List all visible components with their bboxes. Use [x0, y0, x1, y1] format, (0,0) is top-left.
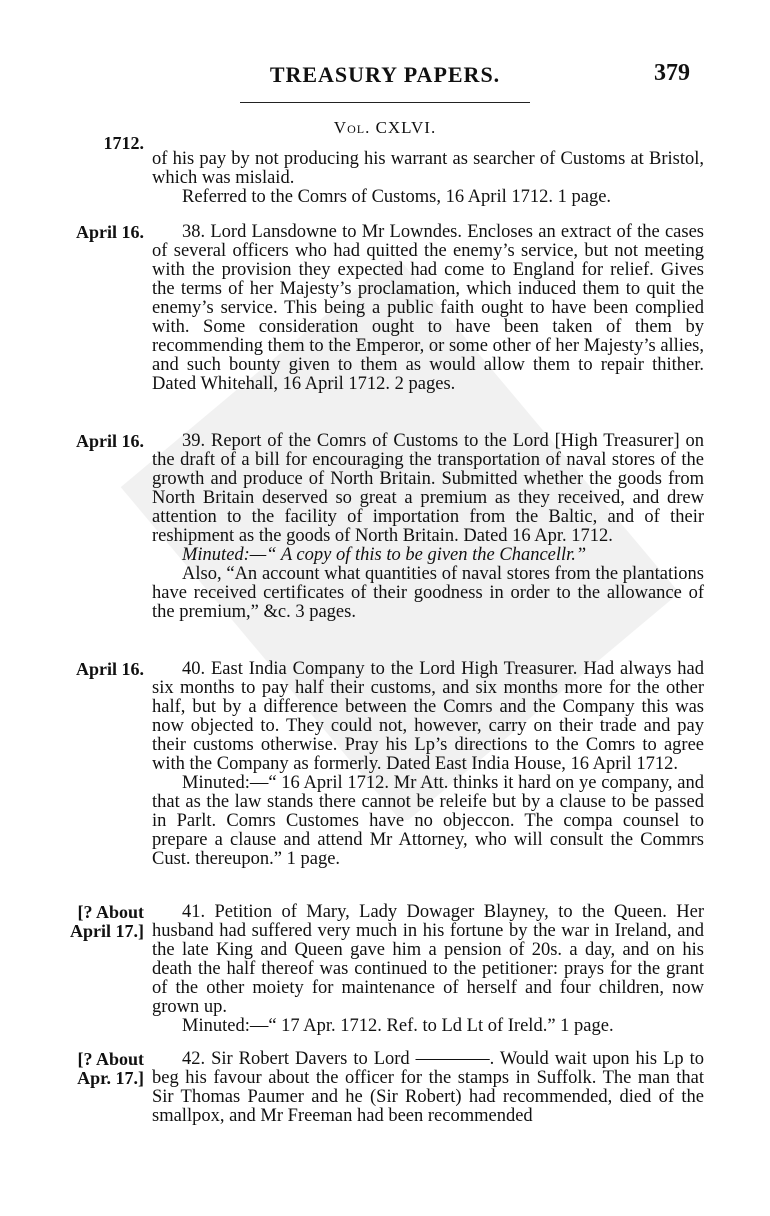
entry-40-date: April 16. [75, 659, 144, 679]
entry-41-minute: Minuted:—“ 17 Apr. 1712. Ref. to Ld Lt of Ireld.” 1 page. [182, 1016, 614, 1036]
entry-41 [152, 903, 704, 1036]
entry-39 [152, 432, 704, 622]
continuation-block [152, 150, 704, 207]
entry-39-also: Also, “An account what quantities of naval stores from the plantations have received certificates of their goodness in order to the allowance of the premium,” &c. 3 pages. [152, 564, 704, 622]
entry-38-text: 38. Lord Lansdowne to Mr Lowndes. Encloses an extract of the cases of several officers who had quitted the enemy’s service, but not meeting with the provision they expected had come to England for relief. Gives the terms of her Majesty’s proclamation, which induced them to quit the enemy’s service. This being a public faith ought to have been complied with. Some consideration ought to have been taken of them by recommending them to the Emperor, or some other of her Majesty’s allies, and such bounty given to them as would allow them to repair thither. Dated Whitehall, 16 April 1712. 2 pages. [152, 222, 704, 394]
page-number: 379 [654, 60, 690, 86]
continuation-text: of his pay by not producing his warrant as searcher of Customs at Bristol, which was mislaid. [152, 149, 704, 188]
entry-40 [152, 660, 704, 869]
entry-39-text: 39. Report of the Comrs of Customs to the Lord [High Treasurer] on the draft of a bill for encouraging the transportation of naval stores of the growth and produce of North Britain. Submitted whether the goods from North Britain deserved so great a premium as they received, and drew attention to the facility of importation from the Baltic, and of their reshipment as the goods of North Britain. Dated 16 Apr. 1712. [152, 431, 704, 546]
volume-heading: Vol. CXLVI. [333, 118, 437, 137]
entry-40-text: 40. East India Company to the Lord High Treasurer. Had always had six months to pay half their customs, and six months more for the other half, but by a difference between the Comrs and the Company this was now objected to. They could not, however, carry on their trade and pay their customs otherwise. Pray his Lp’s directions to the Comrs to agree with the Company as formerly. Dated East India House, 16 April 1712. [152, 659, 704, 774]
entry-40-minute: Minuted:—“ 16 April 1712. Mr Att. thinks it hard on ye company, and that as the law stands there cannot be releife but by a clause to be passed in Parlt. Comrs Customes have no objeccon. The compa counsel to prepare a clause and attend Mr Attorney, who will consult the Commrs Cust. thereupon.” 1 page. [152, 773, 704, 869]
margin-year: 1712. [103, 133, 144, 153]
entry-39-date: April 16. [75, 431, 144, 451]
entry-41-text: 41. Petition of Mary, Lady Dowager Blayney, to the Queen. Her husband had suffered very much in his fortune by the war in Ireland, and the late King and Queen gave him a pension of 20s. a day, and on his death the half thereof was continued to the petitioner: prays for the grant of the other moiety for maintenance of herself and four children, now grown up. [152, 902, 704, 1017]
entry-42-text: 42. Sir Robert Davers to Lord ————. Would wait upon his Lp to beg his favour about the officer for the stamps in Suffolk. The man that Sir Thomas Paumer and he (Sir Robert) had recommended, died of the smallpox, and Mr Freeman had been recommended [152, 1049, 704, 1126]
entry-38-date: April 16. [75, 222, 144, 242]
continuation-referral: Referred to the Comrs of Customs, 16 April 1712. 1 page. [182, 187, 612, 207]
header-rule [240, 102, 530, 103]
running-header: TREASURY PAPERS. [269, 62, 501, 87]
entry-41-date: [? About April 17.] [70, 902, 144, 941]
entry-39-minute: Minuted:—“ A copy of this to be given the Chancellr.” [182, 545, 587, 565]
entry-42-date: [? About Apr. 17.] [77, 1049, 144, 1088]
